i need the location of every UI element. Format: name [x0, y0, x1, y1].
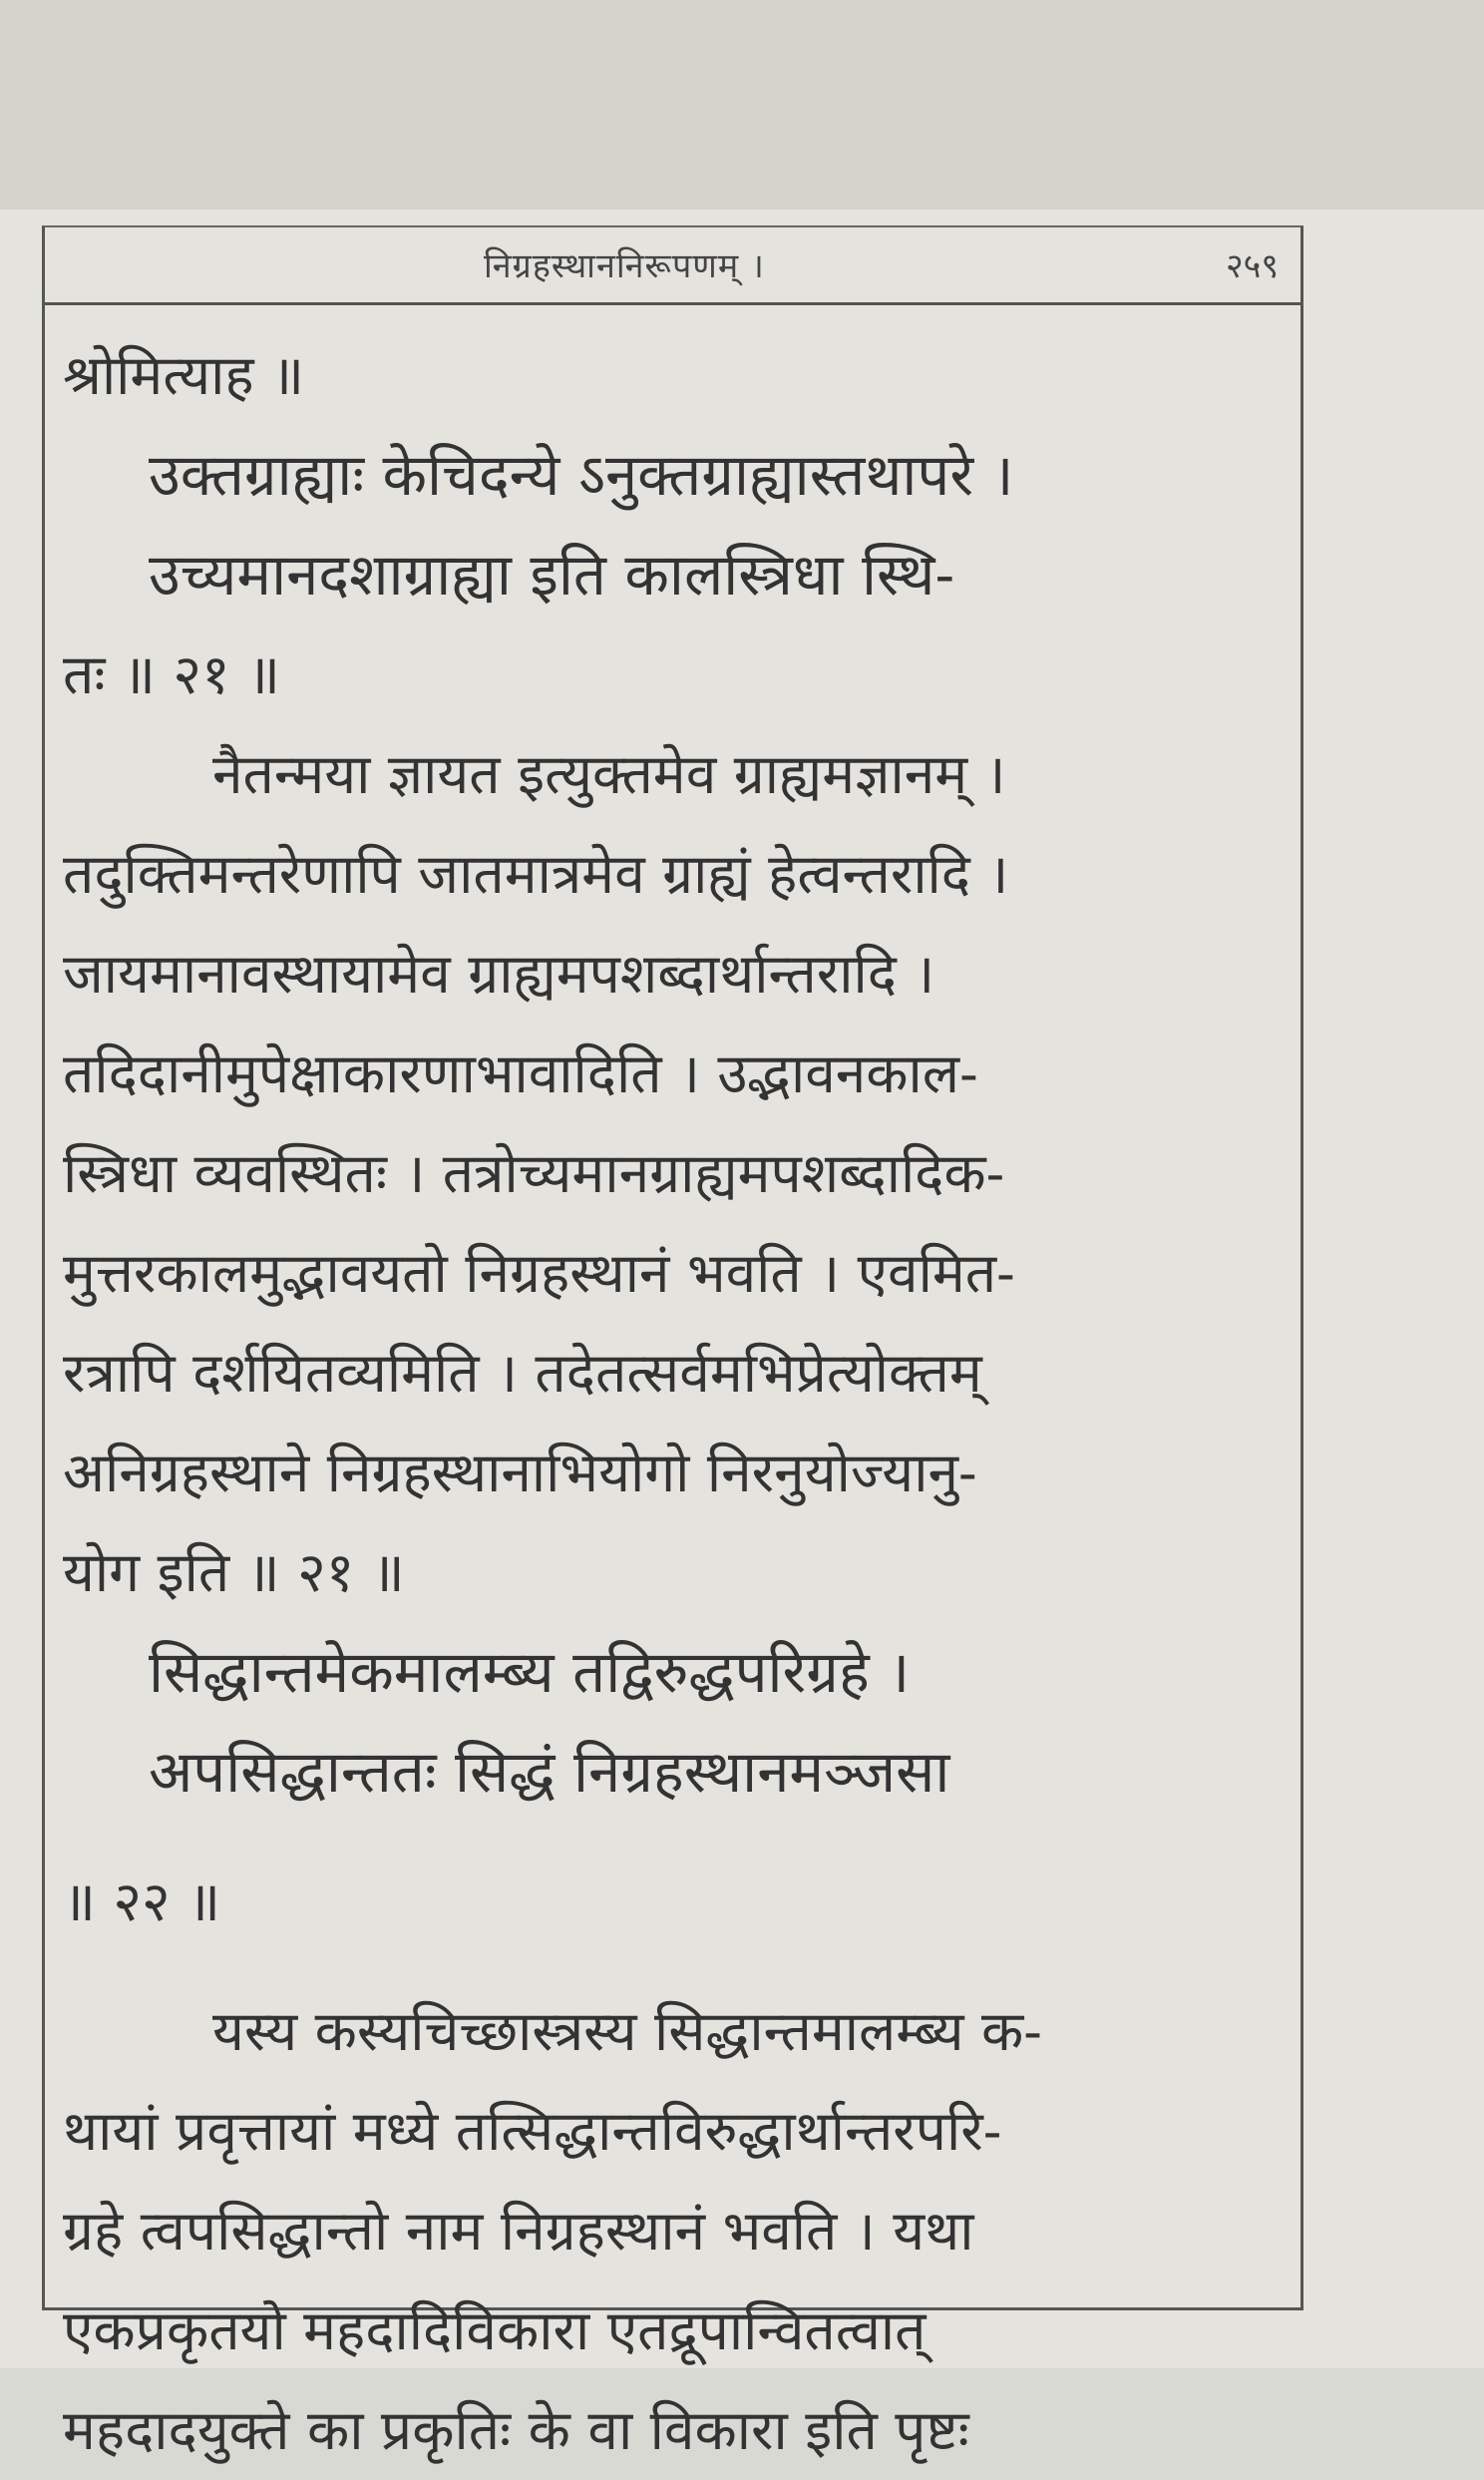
commentary-line: योग इति ॥ २१ ॥ [63, 1540, 405, 1604]
verse-line: उक्तग्राह्याः केचिदन्ये ऽनुक्तग्राह्यास्तथापरे । [149, 441, 1014, 509]
commentary-line: तदिदानीमुपेक्षाकारणाभावादिति । उद्भावनकाल- [63, 1041, 978, 1105]
page-frame [42, 225, 1303, 2462]
verse-line: अपसिद्धान्ततः सिद्धं निग्रहस्थानमञ्जसा [149, 1738, 950, 1806]
spacer [63, 1951, 1275, 1981]
page-number: २५९ [1225, 246, 1279, 286]
commentary-line: ग्रहे त्वपसिद्धान्तो नाम निग्रहस्थानं भवति । यथा [63, 2199, 974, 2263]
commentary-line: तदुक्तिमन्तरेणापि जातमात्रमेव ग्राह्यं हेत्वन्तरादि । [63, 842, 1009, 906]
running-head [45, 227, 1300, 305]
spacer [63, 1822, 1275, 1852]
commentary-line: अनिग्रहस्थाने निग्रहस्थानाभियोगो निरनुयोज्यानु- [63, 1441, 977, 1504]
verse-number-line: तः ॥ २१ ॥ [63, 642, 280, 706]
verse-line: सिद्धान्तमेकमालम्ब्य तद्विरुद्धपरिग्रहे । [149, 1638, 911, 1706]
commentary-line: एकप्रकृतयो महदादिविकारा एतद्रूपान्वितत्वात् [63, 2298, 927, 2362]
running-title: निग्रहस्थाननिरूपणम् । [484, 246, 765, 286]
commentary-line: यस्य कस्यचिच्छास्त्रस्य सिद्धान्तमालम्ब्य क- [212, 1999, 1042, 2063]
body-text [63, 325, 1275, 2480]
commentary-line: थायां प्रवृत्तायां मध्ये तत्सिद्धान्तविरुद्धार्थान्तरपरि- [63, 2099, 1002, 2163]
page-top-margin [0, 0, 1484, 209]
text-line: श्रोमित्याह ॥ [63, 343, 305, 407]
verse-line: उच्यमानदशाग्राह्या इति कालस्त्रिधा स्थि- [149, 541, 955, 609]
commentary-line: मुत्तरकालमुद्भावयतो निग्रहस्थानं भवति । एवमित- [63, 1241, 1015, 1305]
commentary-line: जायमानावस्थायामेव ग्राह्यमपशब्दार्थान्तरादि । [63, 942, 935, 1006]
commentary-line: स्त्रिधा व्यवस्थितः । तत्रोच्यमानग्राह्यमपशब्दादिक- [63, 1141, 1005, 1205]
commentary-line: नैतन्मया ज्ञायत इत्युक्तमेव ग्राह्यमज्ञानम् । [212, 742, 1006, 806]
verse-number-line: ॥ २२ ॥ [63, 1869, 221, 1933]
commentary-line: रत्रापि दर्शयितव्यमिति । तदेतत्सर्वमभिप्रेत्योक्तम् [63, 1341, 982, 1405]
commentary-line: महदादयुक्ते का प्रकृतिः के वा विकारा इति पृष्टः [63, 2398, 969, 2462]
